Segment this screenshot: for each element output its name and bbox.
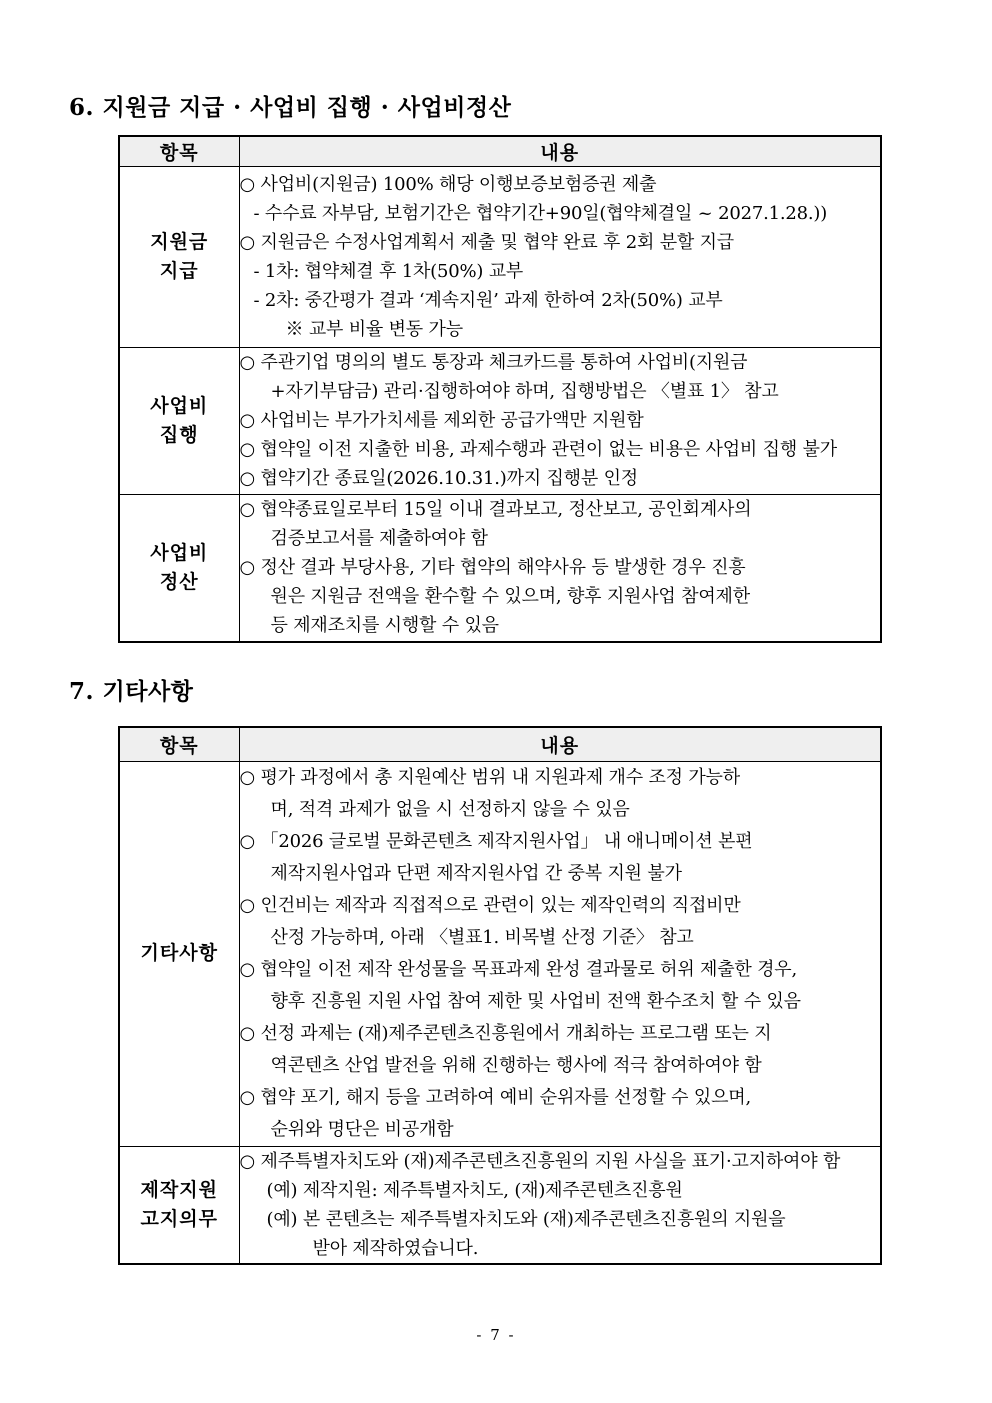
content-line: (예) 제작지원: 제주특별자치도, (재)제주콘텐츠진흥원	[266, 1179, 683, 1201]
content-line: ○ 평가 과정에서 총 지원예산 범위 내 지원과제 개수 조정 가능하	[239, 766, 740, 788]
row-label-line: 제작지원	[140, 1178, 218, 1201]
row-label-line: 집행	[159, 423, 199, 446]
content-line: 등 제재조치를 시행할 수 있음	[270, 615, 499, 637]
cell-support-notice-duty-content	[239, 1146, 881, 1264]
table-row	[119, 494, 881, 642]
content-line: ○ 협약종료일로부터 15일 이내 결과보고, 정산보고, 공인회계사의	[239, 499, 752, 521]
content-line: ○ 협약 포기, 해지 등을 고려하여 예비 순위자를 선정할 수 있으며,	[239, 1086, 751, 1108]
content-line: ※ 교부 비율 변동 가능	[285, 318, 463, 340]
cell-expense-settlement-content	[239, 494, 881, 642]
row-label-line: 사업비	[150, 394, 209, 417]
content-line: ○ 협약일 이전 제작 완성물을 목표과제 완성 결과물로 허위 제출한 경우,	[239, 958, 798, 980]
row-label-line: 고지의무	[140, 1207, 218, 1230]
content-line: ○ 협약기간 종료일(2026.10.31.)까지 집행분 인정	[239, 468, 638, 489]
section-6-heading: 6. 지원금 지급 · 사업비 집행 · 사업비정산	[69, 94, 512, 121]
content-line: ○ 「2026 글로벌 문화콘텐츠 제작지원사업」 내 애니메이션 본편	[239, 830, 753, 852]
content-line: 원은 지원금 전액을 환수할 수 있으며, 향후 지원사업 참여제한	[270, 586, 750, 608]
cell-other-matters-content	[239, 761, 881, 1146]
row-label-expense-settlement	[119, 494, 239, 642]
page-number: - 7 -	[476, 1326, 516, 1344]
content-line: ○ 선정 과제는 (재)제주콘텐츠진흥원에서 개최하는 프로그램 또는 지	[239, 1022, 772, 1044]
row-label-line: 정산	[159, 570, 199, 593]
content-line: ○ 사업비(지원금) 100% 해당 이행보증보험증권 제출	[239, 173, 657, 195]
content-line: (예) 본 콘텐츠는 제주특별자치도와 (재)제주콘텐츠진흥원의 지원을	[266, 1208, 786, 1230]
cell-expense-execution-content	[239, 347, 881, 494]
row-label-line: 기타사항	[140, 942, 218, 964]
column-header-content: 내용	[239, 727, 881, 761]
row-label-support-notice-duty	[119, 1146, 239, 1264]
row-label-line: 사업비	[150, 541, 209, 564]
row-label-line: 지원금	[150, 230, 209, 253]
cell-grant-payment-content	[239, 166, 881, 347]
table-row	[119, 347, 881, 494]
content-line: - 1차: 협약체결 후 1차(50%) 교부	[253, 260, 524, 282]
content-line: ○ 협약일 이전 지출한 비용, 과제수행과 관련이 없는 비용은 사업비 집행 불가	[239, 439, 837, 460]
content-line: ○ 주관기업 명의의 별도 통장과 체크카드를 통하여 사업비(지원금	[239, 352, 748, 373]
section-7-table	[118, 726, 882, 1265]
content-line: - 수수료 자부담, 보험기간은 협약기간+90일(협약체결일 ~ 2027.1.28.))	[253, 202, 828, 224]
content-line: ○ 정산 결과 부당사용, 기타 협약의 해약사유 등 발생한 경우 진흥	[239, 557, 746, 579]
table-header-row	[119, 136, 881, 166]
content-line: 산정 가능하며, 아래 〈별표1. 비목별 산정 기준〉 참고	[270, 926, 694, 948]
content-line: 받아 제작하였습니다.	[312, 1237, 479, 1259]
content-line: 역콘텐츠 산업 발전을 위해 진행하는 행사에 적극 참여하여야 함	[270, 1054, 762, 1076]
content-line: ○ 사업비는 부가가치세를 제외한 공급가액만 지원함	[239, 410, 644, 431]
section-6-table	[118, 135, 882, 643]
table-row	[119, 1146, 881, 1264]
content-line: ○ 지원금은 수정사업계획서 제출 및 협약 완료 후 2회 분할 지급	[239, 231, 734, 253]
row-label-expense-execution	[119, 347, 239, 494]
content-line: ○ 제주특별자치도와 (재)제주콘텐츠진흥원의 지원 사실을 표기·고지하여야 함	[239, 1150, 841, 1172]
content-line: 향후 진흥원 지원 사업 참여 제한 및 사업비 전액 환수조치 할 수 있음	[270, 990, 801, 1012]
content-line: - 2차: 중간평가 결과 ‘계속지원’ 과제 한하여 2차(50%) 교부	[253, 289, 723, 311]
row-label-grant-payment	[119, 166, 239, 347]
row-label-other-matters	[119, 761, 239, 1146]
content-line: 순위와 명단은 비공개함	[270, 1118, 454, 1140]
column-header-item: 항목	[119, 727, 239, 761]
table-header-row	[119, 727, 881, 761]
column-header-item: 항목	[119, 136, 239, 166]
row-label-line: 지급	[159, 259, 199, 282]
column-header-content: 내용	[239, 136, 881, 166]
content-line: 검증보고서를 제출하여야 함	[270, 528, 488, 550]
content-line: +자기부담금) 관리·집행하여야 하며, 집행방법은 〈별표 1〉 참고	[270, 381, 779, 402]
content-line: 제작지원사업과 단편 제작지원사업 간 중복 지원 불가	[270, 862, 682, 884]
table-row	[119, 761, 881, 1146]
content-line: ○ 인건비는 제작과 직접적으로 관련이 있는 제작인력의 직접비만	[239, 894, 741, 916]
section-7-heading: 7. 기타사항	[69, 678, 194, 705]
table-row	[119, 166, 881, 347]
content-line: 며, 적격 과제가 없을 시 선정하지 않을 수 있음	[270, 798, 630, 820]
